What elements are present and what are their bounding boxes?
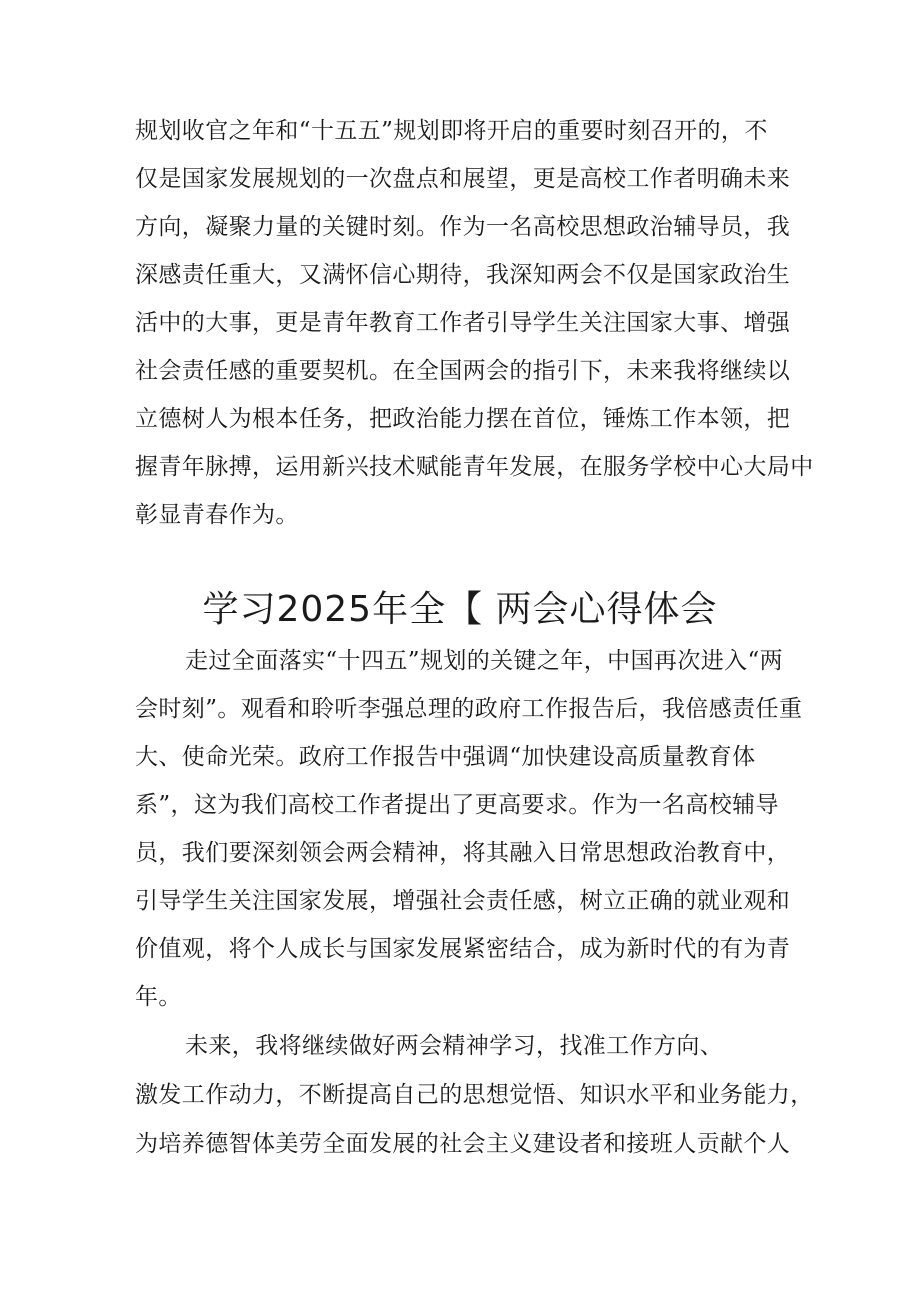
paragraph-line: 大、使命光荣。政府工作报告中强调“加快建设高质量教育体	[135, 744, 756, 770]
paragraph-line: 深感责任重大，又满怀信心期待，我深知两会不仅是国家政治生	[135, 262, 791, 288]
page-title: 学习2025年全【 两会心得体会	[202, 589, 718, 630]
paragraph-line: 规划收官之年和“十五五”规划即将开启的重要时刻召开的，不	[135, 118, 768, 144]
paragraph-line: 方向，凝聚力量的关键时刻。作为一名高校思想政治辅导员，我	[135, 214, 791, 240]
paragraph-line: 价值观，将个人成长与国家发展紧密结合，成为新时代的有为青	[135, 936, 791, 962]
paragraph-line: 活中的大事，更是青年教育工作者引导学生关注国家大事、增强	[135, 310, 791, 336]
paragraph-line: 社会责任感的重要契机。在全国两会的指引下，未来我将继续以	[135, 358, 791, 384]
paragraph-line: 为培养德智体美劳全面发展的社会主义建设者和接班人贡献个人	[135, 1131, 791, 1157]
paragraph-line: 引导学生关注国家发展，增强社会责任感，树立正确的就业观和	[135, 888, 791, 914]
paragraph-line: 激发工作动力，不断提高自己的思想觉悟、知识水平和业务能力，	[135, 1082, 814, 1108]
paragraph-line: 未来，我将继续做好两会精神学习，找准工作方向、	[185, 1033, 724, 1059]
paragraph-line: 彰显青春作为。	[135, 502, 299, 528]
paragraph-line: 年。	[135, 984, 182, 1010]
paragraph-line: 走过全面落实“十四五”规划的关键之年，中国再次进入“两	[185, 648, 784, 674]
paragraph-line: 员，我们要深刻领会两会精神，将其融入日常思想政治教育中，	[135, 840, 791, 866]
paragraph-line: 立德树人为根本任务，把政治能力摆在首位，锤炼工作本领，把	[135, 406, 791, 432]
paragraph-line: 系”，这为我们高校工作者提出了更高要求。作为一名高校辅导	[135, 792, 779, 818]
paragraph-line: 仅是国家发展规划的一次盘点和展望，更是高校工作者明确未来	[135, 166, 791, 192]
paragraph-line: 握青年脉搏，运用新兴技术赋能青年发展，在服务学校中心大局中	[135, 454, 814, 480]
paragraph-line: 会时刻”。观看和聆听李强总理的政府工作报告后，我倍感责任重	[135, 696, 803, 722]
